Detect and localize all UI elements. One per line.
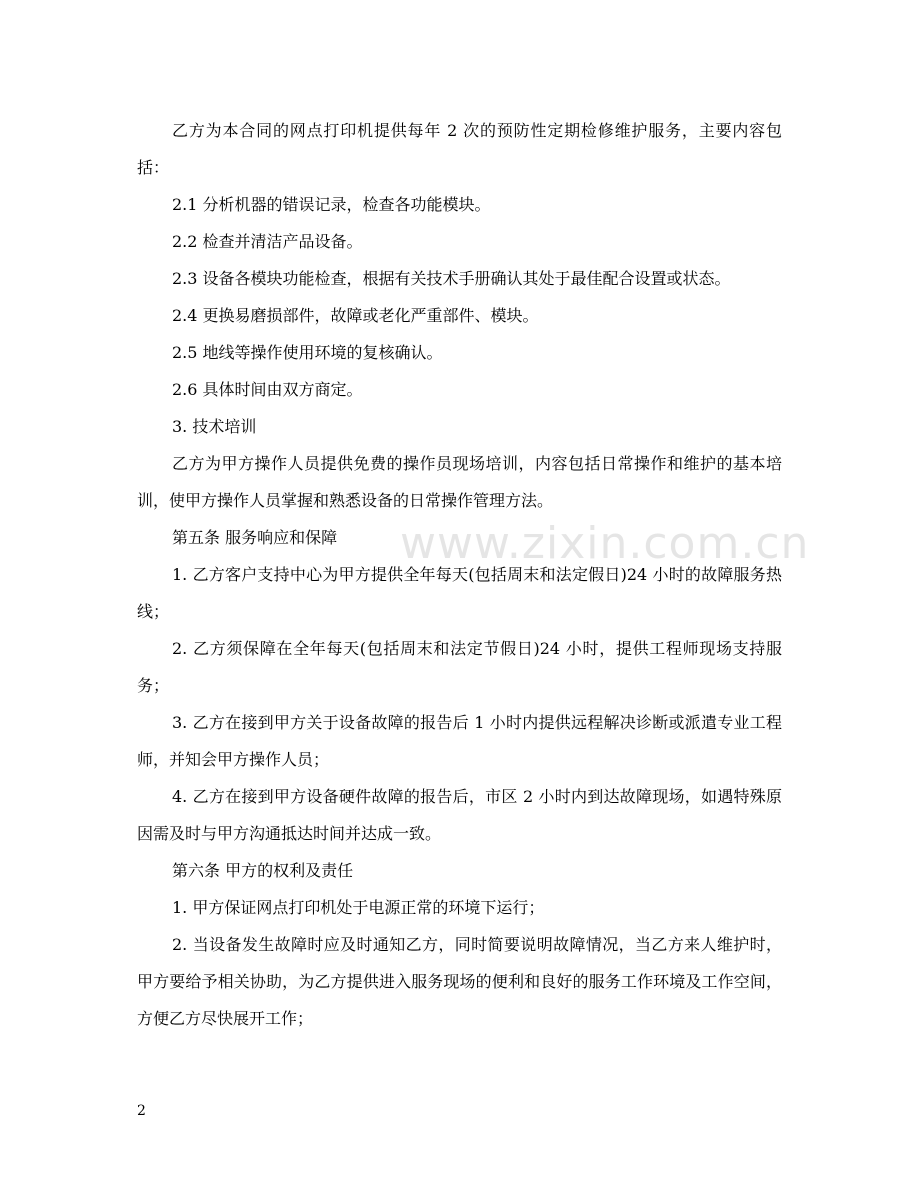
watermark: www.zixin.com.cn [400, 518, 810, 569]
paragraph: 1. 乙方客户支持中心为甲方提供全年每天(包括周末和法定假日)24 小时的故障服务热线； [137, 565, 782, 621]
paragraph: 4. 乙方在接到甲方设备硬件故障的报告后，市区 2 小时内到达故障现场，如遇特殊原因需及时与甲方沟通抵达时间并达成一致。 [137, 787, 782, 843]
paragraph: 2.4 更换易磨损部件，故障或老化严重部件、模块。 [172, 306, 539, 325]
paragraph: 2. 乙方须保障在全年每天(包括周末和法定节假日)24 小时，提供工程师现场支持服务； [137, 639, 782, 695]
paragraph: 2.3 设备各模块功能检查，根据有关技术手册确认其处于最佳配合设置或状态。 [172, 269, 731, 288]
paragraph: 乙方为甲方操作人员提供免费的操作员现场培训，内容包括日常操作和维护的基本培训，使甲方操作人员掌握和熟悉设备的日常操作管理方法。 [137, 454, 782, 510]
paragraph: 3. 乙方在接到甲方关于设备故障的报告后 1 小时内提供远程解决诊断或派遣专业工程师，并知会甲方操作人员； [137, 713, 782, 769]
paragraph: 2.1 分析机器的错误记录，检查各功能模块。 [172, 195, 491, 214]
document-body [137, 112, 782, 1037]
page-number: 2 [137, 1103, 146, 1119]
paragraph: 乙方为本合同的网点打印机提供每年 2 次的预防性定期检修维护服务，主要内容包括： [137, 121, 782, 177]
section-heading: 3. 技术培训 [172, 417, 257, 436]
paragraph: 2.5 地线等操作使用环境的复核确认。 [172, 343, 443, 362]
paragraph: 2.2 检查并清洁产品设备。 [172, 232, 363, 251]
paragraph: 2.6 具体时间由双方商定。 [172, 380, 363, 399]
article-heading: 第五条 服务响应和保障 [172, 528, 338, 547]
paragraph: 2. 当设备发生故障时应及时通知乙方，同时简要说明故障情况，当乙方来人维护时，甲方要给予相关协助，为乙方提供进入服务现场的便利和良好的服务工作环境及工作空间，方便乙方尽快展开工作； [137, 935, 782, 1028]
paragraph: 1. 甲方保证网点打印机处于电源正常的环境下运行； [172, 898, 545, 917]
article-heading: 第六条 甲方的权利及责任 [172, 861, 354, 880]
